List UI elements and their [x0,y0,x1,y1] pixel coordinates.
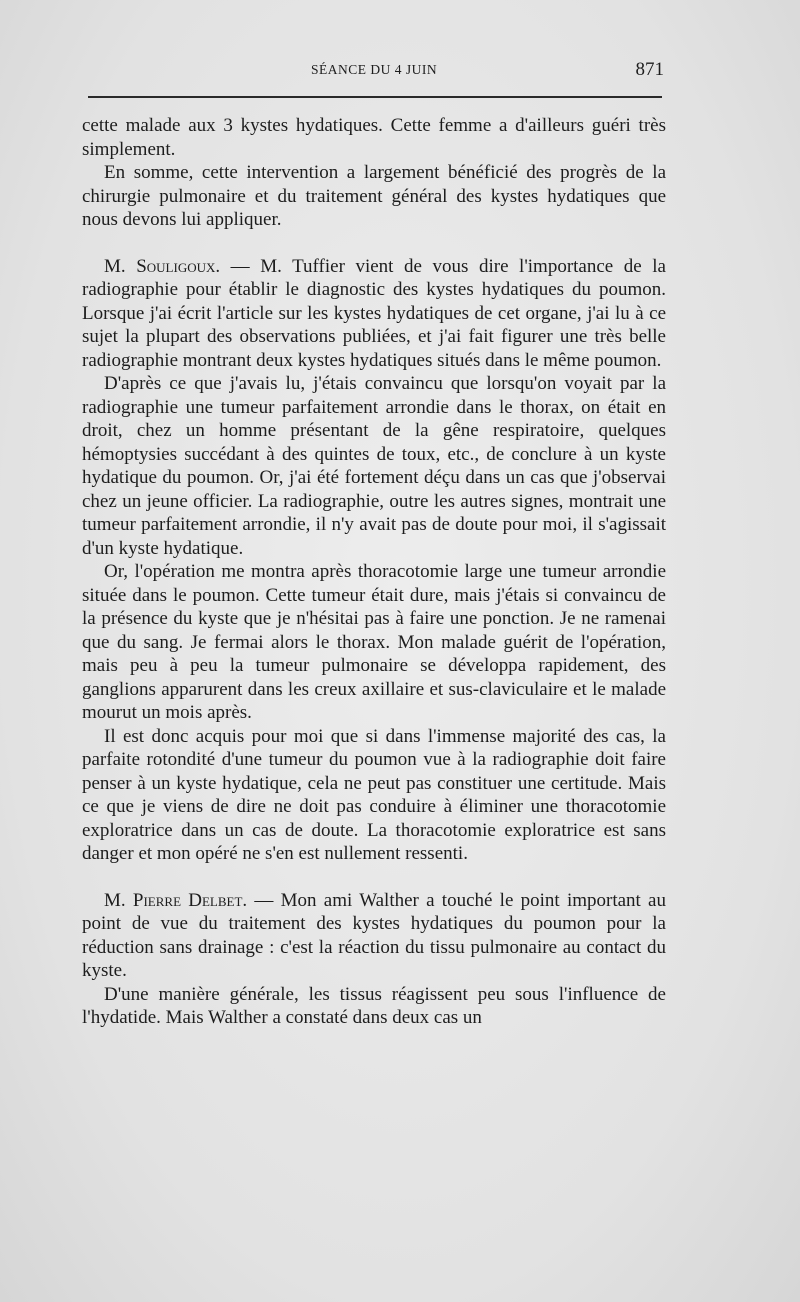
body-text [82,114,666,1030]
speaker-name: M. Souligoux. [104,255,221,277]
paragraph: Il est donc acquis pour moi que si dans l'immense majorité des cas, la parfaite rotondité d'une tumeur du poumon vue à la radiographie doit faire penser à un kyste hydatique, cela ne peut pas constituer une certitude. Mais ce que je viens de dire ne doit pas conduire à éliminer une thoracotomie exploratrice dans un cas de doute. La thoracotomie exploratrice est sans danger et mon opéré ne s'en est nullement ressenti. [82,725,666,864]
speaker-name: M. Pierre Delbet. [104,889,248,911]
paragraph-delbet [82,889,666,983]
paragraph-text: — Mon ami Walther a touché le point important au point de vue du traitement des kystes hydatiques du poumon pour la réduction sans drainage : c'est la réaction du tissu pulmonaire au contact du kyste. [82,889,666,981]
paragraph: D'après ce que j'avais lu, j'étais convaincu que lorsqu'on voyait par la radiographie une tumeur parfaitement arrondie dans le thorax, on était en droit, chez un homme présentant de la gêne respiratoire, quelques hémoptysies succédant à des quintes de toux, etc., de conclure à un kyste hydatique du poumon. Or, j'ai été fortement déçu dans un cas que j'observai chez un jeune officier. La radiographie, outre les autres signes, montrait une tumeur parfaitement arrondie, il n'y avait pas de doute pour moi, il s'agissait d'un kyste hydatique. [82,373,666,559]
running-title: SÉANCE DU 4 JUIN [310,62,438,77]
paragraph-text: — M. Tuffier vient de vous dire l'importance de la radiographie pour établir le diagnostic des kystes hydatiques du poumon. Lorsque j'ai écrit l'article sur les kystes hydatiques de cet organe, j'ai lu à ce sujet la plupart des observations publiées, et j'ai fait figurer une très belle radiographie montrant deux kystes hydatiques situés dans le même poumon. [82,255,666,371]
paragraph: En somme, cette intervention a largement bénéficié des progrès de la chirurgie pulmonaire et du traitement général des kystes hydatiques que nous devons lui appliquer. [82,162,666,230]
paragraph: cette malade aux 3 kystes hydatiques. Cette femme a d'ailleurs guéri très simplement. [82,115,666,160]
paragraph: Or, l'opération me montra après thoracotomie large une tumeur arrondie située dans le poumon. Cette tumeur était dure, mais j'étais si convaincu de la présence du kyste que je n'hésitai pas à faire une ponction. Je ne ramenai que du sang. Je fermai alors le thorax. Mon malade guérit de l'opération, mais peu à peu la tumeur pulmonaire se développa rapidement, des ganglions apparurent dans les creux axillaire et sus-claviculaire et le malade mourut un mois après. [82,561,666,723]
page-number: 871 [635,59,664,80]
paragraph-souligoux [82,255,666,373]
paragraph: D'une manière générale, les tissus réagissent peu sous l'influence de l'hydatide. Mais Walther a constaté dans deux cas un [82,983,666,1028]
page-header [82,58,666,88]
header-rule [88,96,662,98]
